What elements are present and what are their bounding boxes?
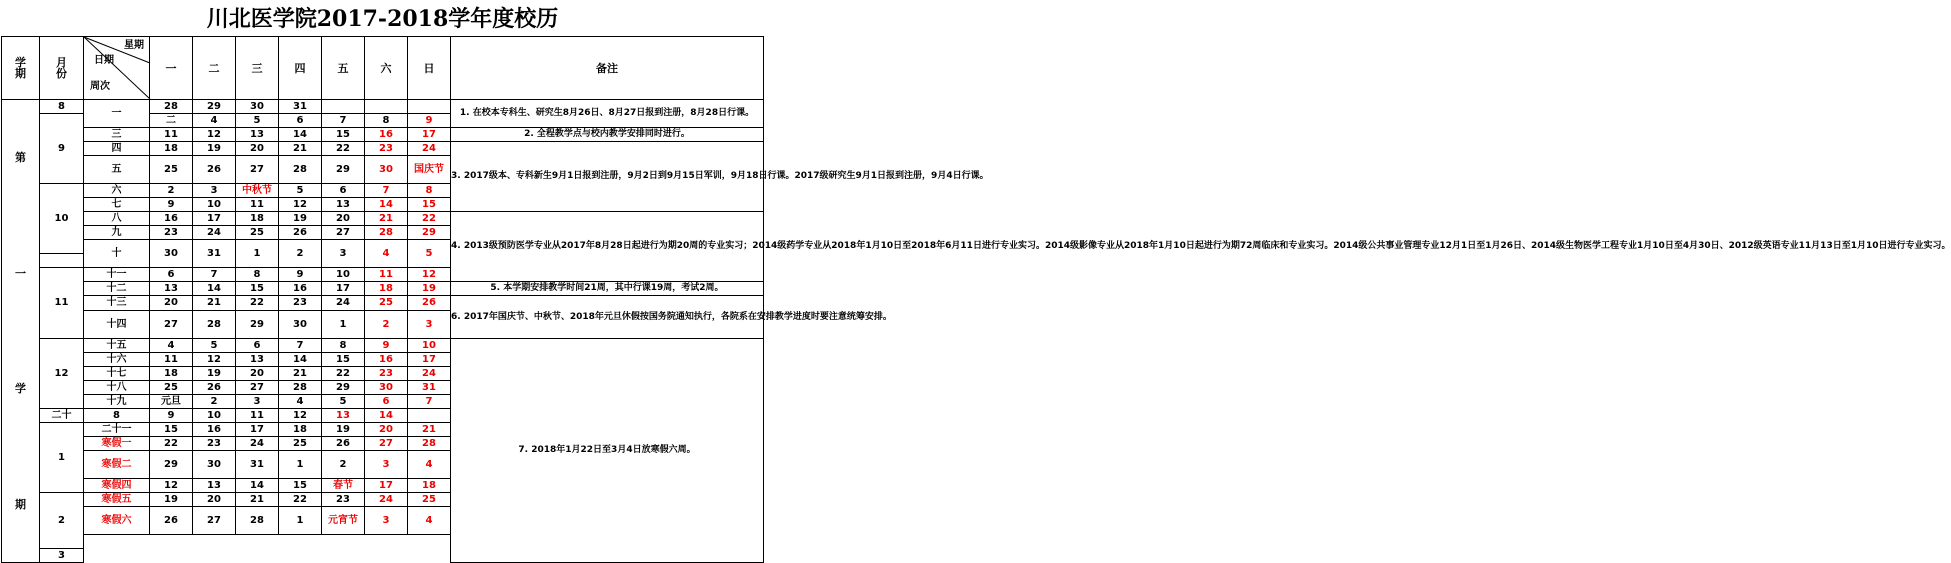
day-cell: 2 bbox=[365, 310, 408, 338]
day-cell: 4 bbox=[408, 506, 451, 534]
day-cell: 国庆节 bbox=[408, 156, 451, 184]
day-cell: 4 bbox=[279, 394, 322, 408]
day-cell: 7 bbox=[193, 268, 236, 282]
day-cell: 15 bbox=[279, 478, 322, 492]
week-label-cell: 十六 bbox=[84, 352, 150, 366]
day-cell: 24 bbox=[236, 436, 279, 450]
day-cell: 22 bbox=[279, 492, 322, 506]
day-cell: 10 bbox=[408, 338, 451, 352]
day-cell: 11 bbox=[150, 352, 193, 366]
week-label-cell: 十八 bbox=[84, 380, 150, 394]
day-cell: 12 bbox=[150, 478, 193, 492]
day-cell: 春节 bbox=[322, 478, 365, 492]
day-header: 四 bbox=[279, 37, 322, 100]
week-label-cell: 十九 bbox=[84, 394, 150, 408]
calendar-body bbox=[2, 100, 1951, 563]
remark-note: 7. 2018年1月22日至3月4日放寒假六周。 bbox=[451, 338, 764, 562]
day-cell: 29 bbox=[236, 310, 279, 338]
day-cell: 17 bbox=[408, 352, 451, 366]
week-label-cell: 三 bbox=[84, 128, 150, 142]
day-cell bbox=[365, 100, 408, 114]
date-label: 日期 bbox=[94, 55, 114, 66]
day-cell: 6 bbox=[279, 114, 322, 128]
day-cell: 29 bbox=[150, 450, 193, 478]
day-cell: 14 bbox=[279, 128, 322, 142]
week-label-cell: 十四 bbox=[84, 310, 150, 338]
day-cell: 1 bbox=[279, 450, 322, 478]
page-title: 川北医学院2017-2018学年度校历 bbox=[206, 6, 559, 32]
day-cell: 7 bbox=[365, 184, 408, 198]
day-cell: 13 bbox=[150, 282, 193, 296]
week-label-cell: 六 bbox=[84, 184, 150, 198]
day-cell: 7 bbox=[322, 114, 365, 128]
day-cell: 27 bbox=[193, 506, 236, 534]
day-header: 三 bbox=[236, 37, 279, 100]
day-cell: 11 bbox=[236, 198, 279, 212]
day-cell: 14 bbox=[236, 478, 279, 492]
day-cell: 31 bbox=[193, 240, 236, 268]
day-cell: 29 bbox=[408, 226, 451, 240]
calendar-row bbox=[2, 282, 764, 296]
calendar-table bbox=[1, 36, 1951, 563]
day-cell: 23 bbox=[193, 436, 236, 450]
week-label-cell: 九 bbox=[84, 226, 150, 240]
month-cell: 11 bbox=[40, 268, 84, 338]
day-cell bbox=[408, 100, 451, 114]
day-cell: 5 bbox=[322, 394, 365, 408]
weekday-label: 星期 bbox=[124, 40, 144, 51]
day-cell: 6 bbox=[236, 338, 279, 352]
day-cell: 21 bbox=[193, 296, 236, 310]
day-cell: 17 bbox=[322, 282, 365, 296]
day-cell: 10 bbox=[193, 408, 236, 422]
day-cell: 3 bbox=[365, 450, 408, 478]
week-label-cell: 一 bbox=[84, 100, 150, 128]
day-cell: 8 bbox=[236, 268, 279, 282]
week-label-cell: 十三 bbox=[84, 296, 150, 310]
diagonal-header bbox=[84, 37, 150, 100]
day-cell: 12 bbox=[193, 352, 236, 366]
calendar-row bbox=[2, 212, 764, 226]
week-label-cell: 五 bbox=[84, 156, 150, 184]
day-cell: 3 bbox=[322, 240, 365, 268]
day-cell: 26 bbox=[193, 156, 236, 184]
day-cell: 15 bbox=[408, 198, 451, 212]
day-cell: 23 bbox=[150, 226, 193, 240]
day-cell: 18 bbox=[150, 142, 193, 156]
day-cell: 26 bbox=[150, 506, 193, 534]
day-cell: 15 bbox=[322, 128, 365, 142]
day-cell: 23 bbox=[322, 492, 365, 506]
day-cell: 18 bbox=[365, 282, 408, 296]
day-cell: 30 bbox=[150, 240, 193, 268]
day-cell: 13 bbox=[236, 128, 279, 142]
calendar-row bbox=[2, 296, 764, 310]
day-header: 日 bbox=[408, 37, 451, 100]
term-char: 第 bbox=[15, 151, 26, 165]
month-cell: 12 bbox=[40, 338, 84, 408]
day-cell: 4 bbox=[150, 338, 193, 352]
day-cell: 15 bbox=[322, 352, 365, 366]
day-cell: 29 bbox=[193, 100, 236, 114]
month-cell: 10 bbox=[40, 184, 84, 254]
day-cell: 13 bbox=[236, 352, 279, 366]
day-cell bbox=[322, 100, 365, 114]
day-cell: 6 bbox=[365, 394, 408, 408]
day-header: 二 bbox=[193, 37, 236, 100]
day-cell: 12 bbox=[279, 198, 322, 212]
remark-note: 4. 2013级预防医学专业从2017年8月28日起进行为期20周的专业实习；2014级药学专业从2018年1月10日至2018年6月11日进行专业实习。2014级影像专业从2018年1月10日起进行为期72周临床和专业实习。2014级公共事业管理专业12月1日至1月26日、2014级生物医学工程专业1月10日至4月30日、2012级英语专业11月13日至1月10日进行专业实习。 bbox=[451, 212, 764, 282]
day-cell: 31 bbox=[279, 100, 322, 114]
week-label-cell: 寒假二 bbox=[84, 450, 150, 478]
day-cell: 31 bbox=[408, 380, 451, 394]
day-cell: 14 bbox=[193, 282, 236, 296]
day-cell: 24 bbox=[408, 366, 451, 380]
week-label-cell: 寒假六 bbox=[84, 506, 150, 534]
day-cell: 3 bbox=[408, 310, 451, 338]
day-cell: 20 bbox=[236, 366, 279, 380]
day-cell: 9 bbox=[279, 268, 322, 282]
day-cell: 29 bbox=[322, 380, 365, 394]
calendar-row bbox=[2, 100, 764, 114]
day-cell: 18 bbox=[279, 422, 322, 436]
term-char: 学 bbox=[15, 382, 26, 396]
day-cell: 7 bbox=[279, 338, 322, 352]
day-cell: 8 bbox=[408, 184, 451, 198]
day-cell: 17 bbox=[408, 128, 451, 142]
day-cell: 16 bbox=[365, 128, 408, 142]
day-cell: 25 bbox=[365, 296, 408, 310]
header-row bbox=[2, 37, 764, 100]
week-label-cell: 寒假五 bbox=[84, 492, 150, 506]
day-cell: 27 bbox=[236, 380, 279, 394]
day-cell: 3 bbox=[365, 506, 408, 534]
calendar-row bbox=[2, 128, 764, 142]
month-cell: 3 bbox=[40, 549, 84, 563]
week-label-cell: 二十一 bbox=[84, 422, 150, 436]
day-cell: 11 bbox=[365, 268, 408, 282]
day-header: 一 bbox=[150, 37, 193, 100]
day-cell: 12 bbox=[193, 128, 236, 142]
day-cell: 26 bbox=[322, 436, 365, 450]
day-cell: 21 bbox=[279, 366, 322, 380]
day-cell: 16 bbox=[150, 212, 193, 226]
day-cell: 24 bbox=[193, 226, 236, 240]
month-cell: 2 bbox=[40, 492, 84, 548]
term-cell bbox=[2, 100, 40, 563]
month-header: 月份 bbox=[40, 37, 84, 100]
day-cell: 27 bbox=[322, 226, 365, 240]
day-cell: 30 bbox=[236, 100, 279, 114]
day-cell: 16 bbox=[279, 282, 322, 296]
week-label-cell: 十五 bbox=[84, 338, 150, 352]
day-header: 六 bbox=[365, 37, 408, 100]
calendar-row bbox=[2, 142, 764, 156]
day-cell: 30 bbox=[365, 380, 408, 394]
day-cell: 25 bbox=[150, 380, 193, 394]
day-cell: 19 bbox=[193, 366, 236, 380]
day-cell: 10 bbox=[322, 268, 365, 282]
week-label: 周次 bbox=[90, 81, 110, 92]
day-cell: 25 bbox=[279, 436, 322, 450]
day-cell: 2 bbox=[193, 394, 236, 408]
day-cell: 15 bbox=[150, 422, 193, 436]
week-label-cell: 寒假四 bbox=[84, 478, 150, 492]
day-cell: 27 bbox=[236, 156, 279, 184]
day-cell: 30 bbox=[193, 450, 236, 478]
day-cell: 5 bbox=[193, 338, 236, 352]
day-cell: 5 bbox=[236, 114, 279, 128]
day-cell: 2 bbox=[150, 184, 193, 198]
day-cell: 14 bbox=[365, 198, 408, 212]
day-cell: 9 bbox=[150, 198, 193, 212]
day-cell: 28 bbox=[150, 100, 193, 114]
day-cell: 25 bbox=[150, 156, 193, 184]
day-cell: 15 bbox=[236, 282, 279, 296]
day-cell: 10 bbox=[193, 198, 236, 212]
day-cell: 5 bbox=[279, 184, 322, 198]
day-cell: 16 bbox=[365, 352, 408, 366]
day-cell: 20 bbox=[150, 296, 193, 310]
day-cell: 12 bbox=[408, 268, 451, 282]
day-cell: 2 bbox=[279, 240, 322, 268]
remarks-header: 备注 bbox=[451, 37, 764, 100]
week-label-cell: 寒假一 bbox=[84, 436, 150, 450]
day-cell: 6 bbox=[150, 268, 193, 282]
day-cell: 28 bbox=[279, 156, 322, 184]
day-cell: 8 bbox=[84, 408, 150, 422]
remark-note: 2. 全程教学点与校内教学安排同时进行。 bbox=[451, 128, 764, 142]
week-label-cell: 七 bbox=[84, 198, 150, 212]
day-cell: 20 bbox=[236, 142, 279, 156]
day-cell: 8 bbox=[322, 338, 365, 352]
day-cell: 21 bbox=[279, 142, 322, 156]
day-cell: 29 bbox=[322, 156, 365, 184]
day-cell: 30 bbox=[279, 310, 322, 338]
day-cell: 9 bbox=[408, 114, 451, 128]
day-cell: 中秋节 bbox=[236, 184, 279, 198]
calendar-row bbox=[2, 338, 764, 352]
remark-note: 3. 2017级本、专科新生9月1日报到注册，9月2日到9月15日军训，9月18日行课。2017级研究生9月1日报到注册，9月4日行课。 bbox=[451, 142, 764, 212]
term-char: 期 bbox=[15, 497, 26, 511]
day-cell: 1 bbox=[322, 310, 365, 338]
day-cell: 19 bbox=[322, 422, 365, 436]
day-cell: 4 bbox=[408, 450, 451, 478]
day-cell: 19 bbox=[150, 492, 193, 506]
day-cell: 14 bbox=[365, 408, 408, 422]
day-cell: 9 bbox=[150, 408, 193, 422]
day-cell: 25 bbox=[236, 226, 279, 240]
day-cell: 21 bbox=[408, 422, 451, 436]
day-cell: 31 bbox=[236, 450, 279, 478]
day-cell: 26 bbox=[279, 226, 322, 240]
day-cell: 4 bbox=[193, 114, 236, 128]
day-cell: 28 bbox=[365, 226, 408, 240]
day-cell: 22 bbox=[322, 142, 365, 156]
day-cell: 4 bbox=[365, 240, 408, 268]
day-cell: 11 bbox=[236, 408, 279, 422]
day-cell: 9 bbox=[365, 338, 408, 352]
day-cell: 3 bbox=[236, 394, 279, 408]
day-cell: 22 bbox=[150, 436, 193, 450]
day-cell: 16 bbox=[193, 422, 236, 436]
day-cell: 24 bbox=[322, 296, 365, 310]
day-cell: 21 bbox=[236, 492, 279, 506]
day-cell: 23 bbox=[279, 296, 322, 310]
week-label-cell: 四 bbox=[84, 142, 150, 156]
day-cell: 17 bbox=[236, 422, 279, 436]
day-cell: 8 bbox=[365, 114, 408, 128]
day-cell: 1 bbox=[236, 240, 279, 268]
remark-note: 5. 本学期安排教学时间21周，其中行课19周，考试2周。 bbox=[451, 282, 764, 296]
term-char: 一 bbox=[15, 266, 26, 280]
day-cell: 13 bbox=[322, 408, 365, 422]
day-cell: 18 bbox=[236, 212, 279, 226]
day-cell: 20 bbox=[365, 422, 408, 436]
day-cell: 3 bbox=[193, 184, 236, 198]
day-cell: 17 bbox=[365, 478, 408, 492]
day-cell: 22 bbox=[408, 212, 451, 226]
day-cell: 18 bbox=[150, 366, 193, 380]
day-cell: 20 bbox=[193, 492, 236, 506]
day-cell: 13 bbox=[193, 478, 236, 492]
term-header: 学期 bbox=[2, 37, 40, 100]
day-cell: 元宵节 bbox=[322, 506, 365, 534]
week-label-cell: 十 bbox=[84, 240, 150, 268]
day-cell: 22 bbox=[236, 296, 279, 310]
remark-note: 1. 在校本专科生、研究生8月26日、8月27日报到注册，8月28日行课。 bbox=[451, 100, 764, 128]
day-cell: 元旦 bbox=[150, 394, 193, 408]
day-cell: 19 bbox=[193, 142, 236, 156]
month-cell: 8 bbox=[40, 100, 84, 114]
day-cell: 30 bbox=[365, 156, 408, 184]
day-cell: 24 bbox=[365, 492, 408, 506]
week-label-cell: 十二 bbox=[84, 282, 150, 296]
day-cell: 27 bbox=[150, 310, 193, 338]
week-label-cell: 十一 bbox=[84, 268, 150, 282]
month-cell: 9 bbox=[40, 114, 84, 184]
day-cell: 25 bbox=[408, 492, 451, 506]
day-cell: 26 bbox=[408, 296, 451, 310]
day-cell: 12 bbox=[279, 408, 322, 422]
day-cell: 27 bbox=[365, 436, 408, 450]
day-cell: 1 bbox=[279, 506, 322, 534]
day-cell: 23 bbox=[365, 366, 408, 380]
day-cell: 24 bbox=[408, 142, 451, 156]
week-label-cell: 二 bbox=[150, 114, 193, 128]
day-cell: 6 bbox=[322, 184, 365, 198]
month-cell: 1 bbox=[40, 422, 84, 492]
remark-note: 6. 2017年国庆节、中秋节、2018年元旦休假按国务院通知执行，各院系在安排教学进度时要注意统筹安排。 bbox=[451, 296, 764, 338]
day-cell: 21 bbox=[365, 212, 408, 226]
day-cell: 26 bbox=[193, 380, 236, 394]
day-header: 五 bbox=[322, 37, 365, 100]
day-cell: 2 bbox=[322, 450, 365, 478]
day-cell: 17 bbox=[193, 212, 236, 226]
day-cell: 14 bbox=[279, 352, 322, 366]
week-label-cell: 八 bbox=[84, 212, 150, 226]
day-cell: 28 bbox=[193, 310, 236, 338]
day-cell: 23 bbox=[365, 142, 408, 156]
day-cell: 13 bbox=[322, 198, 365, 212]
day-cell: 7 bbox=[408, 394, 451, 408]
day-cell: 11 bbox=[150, 128, 193, 142]
day-cell: 20 bbox=[322, 212, 365, 226]
day-cell: 28 bbox=[236, 506, 279, 534]
day-cell: 19 bbox=[279, 212, 322, 226]
day-cell: 19 bbox=[408, 282, 451, 296]
day-cell: 28 bbox=[279, 380, 322, 394]
day-cell: 18 bbox=[408, 478, 451, 492]
week-label-cell: 十七 bbox=[84, 366, 150, 380]
week-label-cell: 二十 bbox=[40, 408, 84, 422]
day-cell: 5 bbox=[408, 240, 451, 268]
day-cell: 22 bbox=[322, 366, 365, 380]
day-cell: 28 bbox=[408, 436, 451, 450]
